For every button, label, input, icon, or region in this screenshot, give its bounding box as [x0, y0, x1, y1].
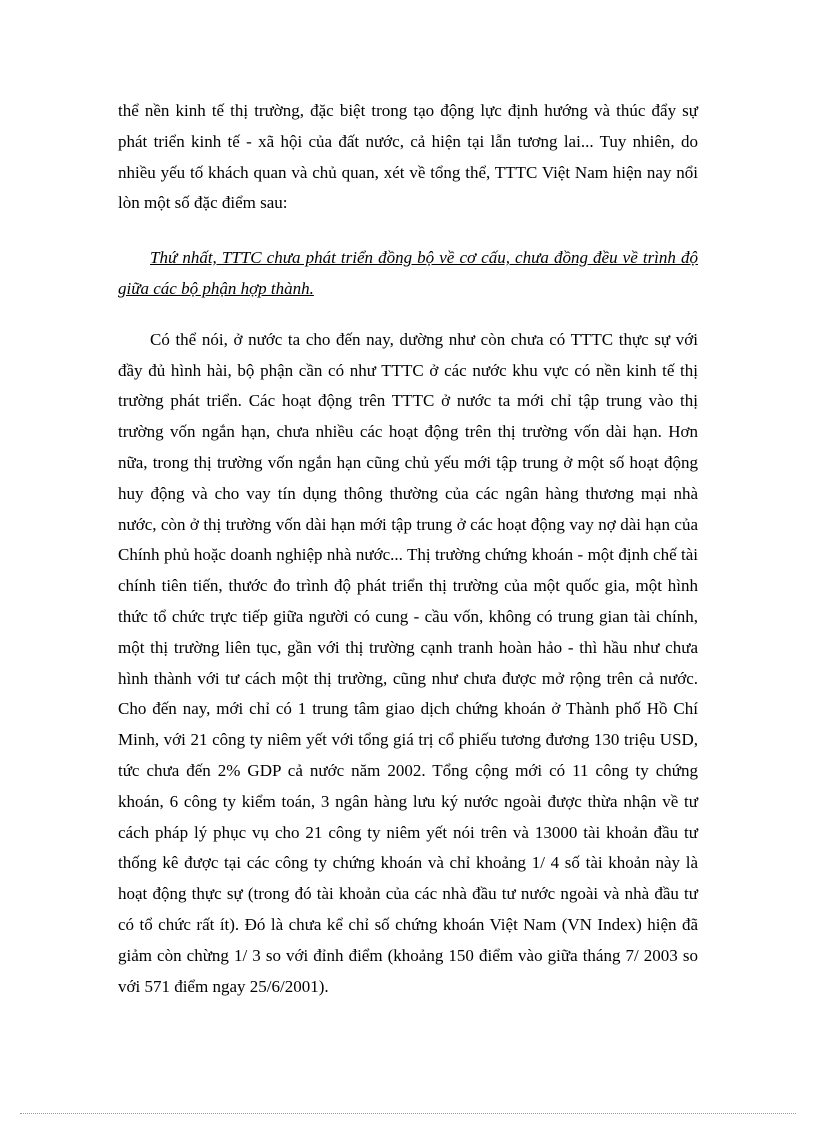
document-page [118, 96, 698, 1002]
intro-paragraph: thể nền kinh tế thị trường, đặc biệt trong tạo động lực định hướng và thúc đẩy sự phát triển kinh tế - xã hội của đất nước, cả hiện tại lẫn tương lai... Tuy nhiên, do nhiều yếu tố khách quan và chủ quan, xét về tổng thể, TTTC Việt Nam hiện nay nổi lòn một số đặc điểm sau: [118, 101, 698, 213]
page-bottom-divider [20, 1113, 796, 1114]
body-paragraph: Có thể nói, ở nước ta cho đến nay, dường như còn chưa có TTTC thực sự với đầy đủ hình hài, bộ phận cần có như TTTC ở các nước khu vực có nền kinh tế thị trường phát triển. Các hoạt động trên TTTC ở nước ta mới chỉ tập trung vào thị trường vốn ngắn hạn, chưa nhiều các hoạt động trên thị trường vốn dài hạn. Hơn nữa, trong thị trường vốn ngắn hạn cũng chủ yếu mới tập trung ở một số hoạt động huy động và cho vay tín dụng thông thường của các ngân hàng thương mại nhà nước, còn ở thị trường vốn dài hạn mới tập trung ở các hoạt động vay nợ dài hạn của Chính phủ hoặc doanh nghiệp nhà nước... Thị trường chứng khoán - một định chế tài chính tiên tiến, thước đo trình độ phát triển thị trường của một quốc gia, một hình thức tổ chức trực tiếp giữa người có cung - cầu vốn, không có trung gian tài chính, một thị trường liên tục, gần với thị trường cạnh tranh hoàn hảo - thì hầu như chưa hình thành với tư cách một thị trường, cũng như chưa được mở rộng trên cả nước. Cho đến nay, mới chỉ có 1 trung tâm giao dịch chứng khoán ở Thành phố Hồ Chí Minh, với 21 công ty niêm yết với tổng giá trị cổ phiếu tương đương 130 triệu USD, tức chưa đến 2% GDP cả nước năm 2002. Tổng cộng mới có 11 công ty chứng khoán, 6 công ty kiểm toán, 3 ngân hàng lưu ký nước ngoài được thừa nhận về tư cách pháp lý phục vụ cho 21 công ty niêm yết nói trên và 13000 tài khoản đầu tư thống kê được tại các công ty chứng khoán và chỉ khoảng 1/ 4 số tài khoản này là hoạt động thực sự (trong đó tài khoản của các nhà đầu tư nước ngoài và nhà đầu tư có tổ chức rất ít). Đó là chưa kể chỉ số chứng khoán Việt Nam (VN Index) hiện đã giảm còn chừng 1/ 3 so với đỉnh điểm (khoảng 150 điểm vào giữa tháng 7/ 2003 so với 571 điểm ngay 25/6/2001). [118, 329, 698, 996]
section-heading-first: Thứ nhất, TTTC chưa phát triển đồng bộ về cơ cấu, chưa đồng đều về trình độ giữa các bộ phận hợp thành. [118, 248, 698, 298]
